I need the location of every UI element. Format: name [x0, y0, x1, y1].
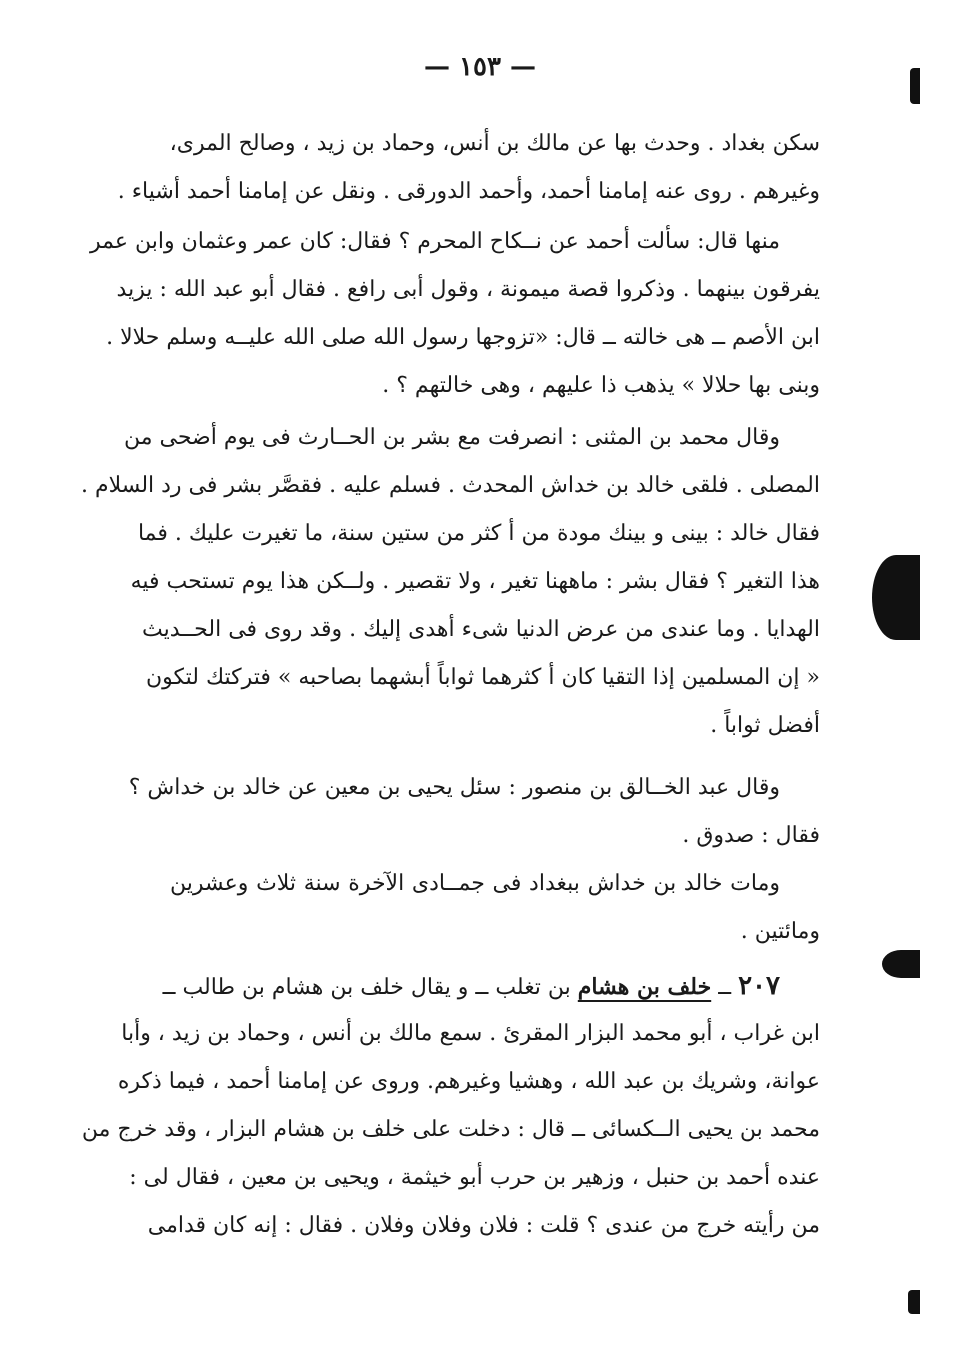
scan-ink-blot [882, 950, 920, 978]
scan-ink-mark [910, 68, 920, 104]
entry-207 [81, 962, 820, 1250]
text-line: يفرقون بينهما . وذكروا قصة ميمونة ، وقول أبى رافع . فقال أبو عبد الله : يزيد [116, 277, 820, 302]
text-line: ومات خالد بن خداش ببغداد فى جمــادى الآخرة سنة ثلاث وعشرين [170, 871, 780, 896]
page-number: — ١٥٣ — [423, 52, 537, 82]
text-line: عوانة، وشريك بن عبد الله ، وهشيا وغيرهم. وروى عن إمامنا أحمد ، فيما ذكره [117, 1069, 820, 1094]
text-line: فقال : صدوق . [682, 823, 820, 848]
text-line: وقال محمد بن المثنى : انصرفت مع بشر بن الحــارث فى يوم أضحى من [123, 425, 780, 450]
paragraph-2 [90, 218, 820, 410]
paragraph-1 [117, 120, 820, 216]
text-line: وغيرهم . روى عنه إمامنا أحمد، وأحمد الدورقى . ونقل عن إمامنا أحمد أشياء . [117, 179, 820, 204]
scan-ink-blot [872, 555, 920, 640]
text-line: ابن الأصم ــ هى خالته ــ قال: «تزوجها رسول الله صلى الله عليــه وسلم حلالا . [106, 325, 820, 350]
text-line: الهدايا . وما عندى من عرض الدنيا شىء أهدى إليك . وقد روى فى الحــديث [142, 617, 820, 642]
entry-dash: ــ [711, 975, 739, 1000]
text-line: محمد بن يحيى الــكسائى ــ قال : دخلت على خلف بن هشام البزار ، وقد خرج من [81, 1117, 820, 1142]
text-line: عنده أحمد بن حنبل ، وزهير بن حرب أبو خيثمة ، ويحيى بن معين ، فقال لى : [129, 1165, 820, 1190]
text-line: ابن غراب ، أبو محمد البزار المقرئ . سمع مالك بن أنس ، وحماد بن زيد ، وأبا [121, 1021, 820, 1046]
text-line: وبنى بها حلالا » يذهب ذا عليهم ، وهى خالتهم ؟ . [382, 373, 820, 398]
entry-name: خلف بن هشام [577, 974, 712, 1000]
text-line: « إن المسلمين إذا التقيا كان أ كثرهما ثواباً أبشهما بصاحبه » فتركتك لتكون [145, 665, 820, 690]
entry-number: ٢٠٧ [738, 971, 780, 1001]
paragraph-4 [128, 764, 820, 860]
scan-ink-mark [908, 1290, 920, 1314]
text-line: من رأيته خرج من عندى ؟ قلت : فلان وفلان وفلان . فقال : إنه كان قدامى [147, 1213, 820, 1238]
text-line: ومائتين . [740, 919, 820, 944]
text-line: هذا التغير ؟ فقال بشر : ماههنا تغير ، ولا تقصير . ولــكن هذا يوم تستحب فيه [130, 569, 820, 594]
text-line: وقال عبد الخــالق بن منصور : سئل يحيى بن معين عن خالد بن خداش ؟ [128, 775, 780, 800]
entry-heading [162, 962, 820, 1010]
text-line: منها قال: سألت أحمد عن نــكاح المحرم ؟ فقال: كان عمر وعثمان وابن عمر [90, 229, 780, 254]
paragraph-5 [170, 860, 820, 956]
text-line: سكن بغداد . وحدث بها عن مالك بن أنس، وحماد بن زيد ، وصالح المرى، [169, 131, 820, 156]
paragraph-3 [80, 414, 820, 750]
text-line: المصلى . فلقى خالد بن خداش المحدث . فسلم عليه . فقصَّر بشر فى رد السلام . [80, 473, 820, 498]
text-line: فقال خالد : بينى و بينك مودة من أ كثر من ستين سنة، ما تغيرت عليك . فما [137, 521, 820, 546]
text-line: أفضل ثواباً . [710, 713, 820, 738]
entry-heading-rest: بن تغلب ــ و يقال خلف بن هشام بن طالب ــ [162, 975, 578, 1000]
